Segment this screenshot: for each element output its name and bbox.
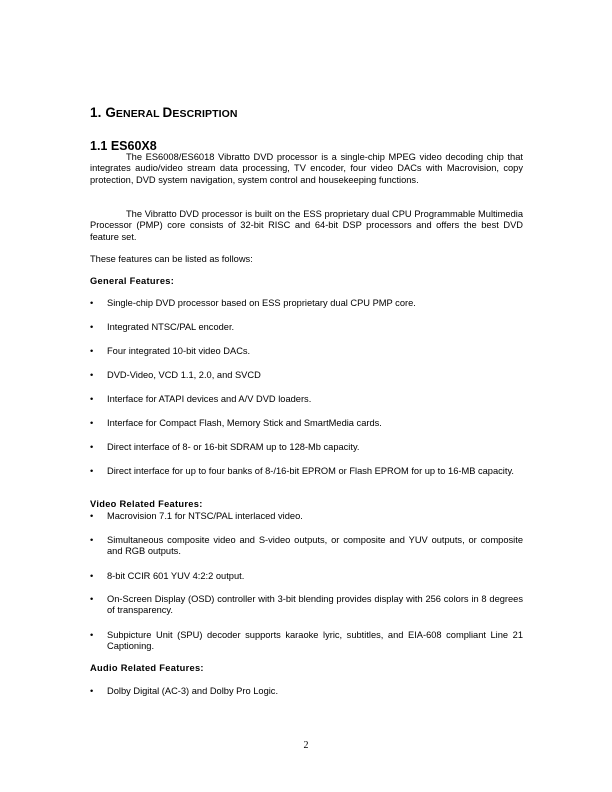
bullet-icon: • xyxy=(90,511,94,521)
section-heading: 1.1 ES60X8 xyxy=(90,139,157,153)
intro-paragraph-2: The Vibratto DVD processor is built on the ESS proprietary dual CPU Programmable Multimedia Processor (PMP) core consists of 32-bit RISC and 64-bit DSP processors and offers the best DVD feature set. xyxy=(90,209,523,242)
bullet-icon: • xyxy=(90,594,94,604)
intro-paragraph-1: The ES6008/ES6018 Vibratto DVD processor is a single-chip MPEG video decoding chip that integrates audio/video stream data processing, TV encoder, four video DACs with Macrovision, copy protection, DVD system navigation, system control and housekeeping functions. xyxy=(90,152,523,185)
general-features-heading: General Features: xyxy=(90,276,175,286)
bullet-icon: • xyxy=(90,298,94,308)
audio-features-heading: Audio Related Features: xyxy=(90,663,204,673)
bullet-icon: • xyxy=(90,322,94,332)
page-number: 2 xyxy=(303,740,309,751)
chapter-heading: 1. GENERAL DESCRIPTION xyxy=(90,105,238,120)
bullet-icon: • xyxy=(90,535,94,545)
bullet-icon: • xyxy=(90,442,94,452)
bullet-icon: • xyxy=(90,686,94,696)
bullet-icon: • xyxy=(90,394,94,404)
bullet-icon: • xyxy=(90,571,94,581)
bullet-icon: • xyxy=(90,466,94,476)
bullet-icon: • xyxy=(90,630,94,640)
bullet-icon: • xyxy=(90,418,94,428)
document-page: 1. GENERAL DESCRIPTION 1.1 ES60X8 The ES6008/ES6018 Vibratto DVD processor is a single-chip MPEG video decoding chip that integrates audio/video stream data processing, TV encoder, four video DACs with Macrovision, copy protection, DVD system navigation, system control and housekeeping functions. The Vibratto DVD processor is built on the ESS proprietary dual CPU Programmable Multimedia Processor (PMP) core consists of 32-bit RISC and 64-bit DSP processors and offers the best DVD feature set. These features can be listed as follows: General Features: • Single-chip DVD processor based on ESS proprietary dual CPU PMP core. • Integrated NTSC/PAL encoder. • Four integrated 10-bit video DACs. • DVD-Video, VCD 1.1, 2.0, and SVCD • Interface for ATAPI devices and A/V DVD loaders. • Interface for Compact Flash, Memory Stick and SmartMedia cards. • Direct interface of 8- or 16-bit SDRAM up to 128-Mb capacity. • Direct interface for up to four banks of 8-/16-bit EPROM or Flash EPROM for up to 16-MB capacity. Video Related Features: • Macrovision 7.1 for NTSC/PAL interlaced video. • Simultaneous composite video and S-video outputs, or composite and YUV outputs, or composite and RGB outputs. • 8-bit CCIR 601 YUV 4:2:2 output. • On-Screen Display (OSD) controller with 3-bit blending provides display with 256 colors in 8 degrees of transparency. • Subpicture Unit (SPU) decoder supports karaoke lyric, subtitles, and EIA-608 compliant Line 21 Captioning. Audio Related Features: • Dolby Digital (AC-3) and Dolby Pro Logic. 2 xyxy=(0,0,612,792)
bullet-icon: • xyxy=(90,346,94,356)
bullet-icon: • xyxy=(90,370,94,380)
video-features-heading: Video Related Features: xyxy=(90,499,203,509)
intro-paragraph-3: These features can be listed as follows: xyxy=(90,254,253,264)
